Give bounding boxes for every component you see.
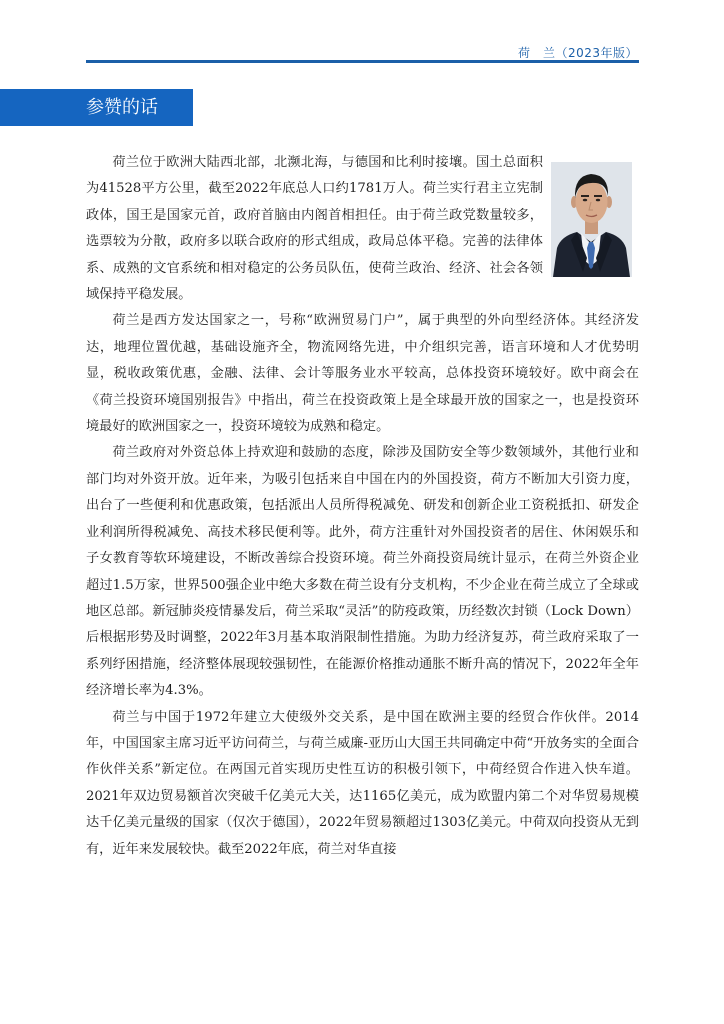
portrait-float-spacer [543, 150, 639, 282]
running-header-title: 荷 兰（2023年版） [517, 46, 638, 60]
section-title: 参赞的话 [86, 97, 158, 118]
article-body [86, 150, 639, 863]
section-banner [0, 89, 193, 126]
paragraph-3: 荷兰政府对外资总体上持欢迎和鼓励的态度，除涉及国防安全等少数领域外，其他行业和部门均对外资开放。近年来，为吸引包括来自中国在内的外国投资，荷方不断加大引资力度，出台了一些便利和优惠政策，包括派出人员所得税减免、研发和创新企业工资税抵扣、研发企业利润所得税减免、高技术移民便利等。此外，荷方注重针对外国投资者的居住、休闲娱乐和子女教育等软环境建设，不断改善综合投资环境。荷兰外商投资局统计显示，在荷兰外资企业超过1.5万家，世界500强企业中绝大多数在荷兰设有分支机构，不少企业在荷兰成立了全球或地区总部。新冠肺炎疫情暴发后，荷兰采取“灵活”的防疫政策，历经数次封锁（Lock Down）后根据形势及时调整，2022年3月基本取消限制性措施。为助力经济复苏，荷兰政府采取了一系列纾困措施，经济整体展现较强韧性，在能源价格推动通胀不断升高的情况下，2022年全年经济增长率为4.3%。 [86, 445, 639, 699]
paragraph-1: 荷兰位于欧洲大陆西北部，北濒北海，与德国和比利时接壤。国土总面积为41528平方公里，截至2022年底总人口约1781万人。荷兰实行君主立宪制政体，国王是国家元首，政府首脑由内阁首相担任。由于荷兰政党数量较多，选票较为分散，政府多以联合政府的形式组成，政局总体平稳。完善的法律体系、成熟的文官系统和相对稳定的公务员队伍，使荷兰政治、经济、社会各领域保持平稳发展。 [86, 155, 543, 303]
paragraph-4: 荷兰与中国于1972年建立大使级外交关系，是中国在欧洲主要的经贸合作伙伴。2014年，中国国家主席习近平访问荷兰，与荷兰威廉-亚历山大国王共同确定中荷“开放务实的全面合作伙伴关系”新定位。在两国元首实现历史性互访的积极引领下，中荷经贸合作进入快车道。2021年双边贸易额首次突破千亿美元大关，达1165亿美元，成为欧盟内第二个对华贸易规模达千亿美元量级的国家（仅次于德国），2022年贸易额超过1303亿美元。中荷双向投资从无到有，近年来发展较快。截至2022年底，荷兰对华直接 [86, 709, 639, 857]
header-rule [86, 60, 639, 63]
paragraph-2: 荷兰是西方发达国家之一，号称“欧洲贸易门户”，属于典型的外向型经济体。其经济发达，地理位置优越，基础设施齐全，物流网络先进，中介组织完善，语言环境和人才优势明显，税收政策优惠，金融、法律、会计等服务业水平较高，总体投资环境较好。欧中商会在《荷兰投资环境国别报告》中指出，荷兰在投资政策上是全球最开放的国家之一，也是投资环境最好的欧洲国家之一，投资环境较为成熟和稳定。 [86, 313, 639, 435]
